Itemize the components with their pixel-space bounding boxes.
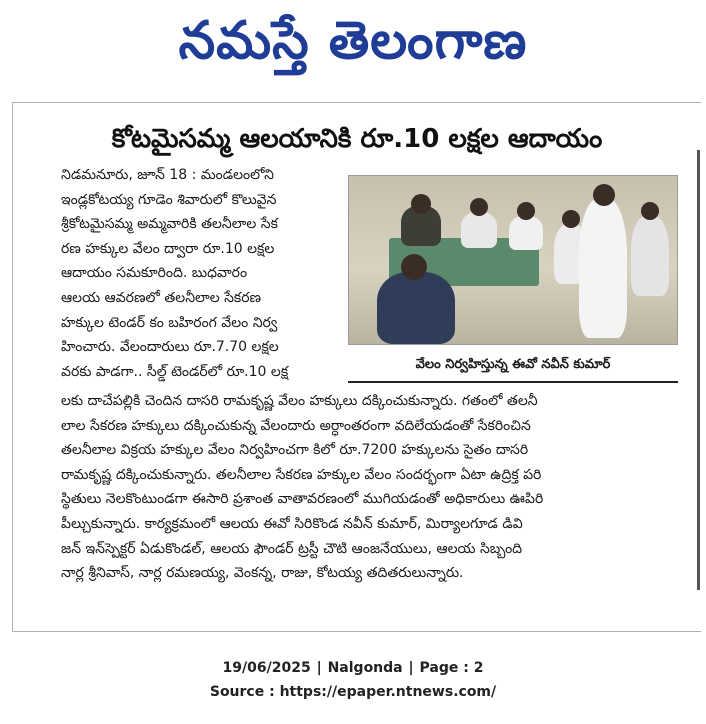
article-line: స్థితులు నెలకొంటుండగా ఈసారి ప్రశాంత వాతావరణంలో ముగియడంతో అధికారులు ఊపిరి (61, 491, 544, 508)
article-photo (348, 175, 678, 345)
footer-page: Page : 2 (419, 660, 484, 676)
article-line: ఆలయ ఆవరణలో తలనీలాల సేకరణ (61, 289, 262, 306)
masthead (0, 0, 706, 88)
article-line: ఇండ్లకోటయ్య గూడెం శివారులో కొలువైన (61, 191, 277, 208)
photo-person-head (470, 198, 488, 216)
photo-person-head (641, 202, 659, 220)
photo-person-head (562, 210, 580, 228)
photo-person-foreground (377, 272, 455, 344)
photo-person-standing (579, 198, 627, 338)
article-headline: కోటమైసమ్మ ఆలయానికి రూ.10 లక్షల ఆదాయం (111, 124, 603, 154)
photo-person-head (401, 254, 427, 280)
article-line: రామకృష్ణ దక్కించుకున్నారు. తలనీలాల సేకరణ హక్కుల వేలం సందర్భంగా ఏటా ఉద్రిక్త పరి (61, 466, 542, 483)
clipping-edge-divider (697, 150, 700, 590)
article-line: తలనీలాల విక్రయ హక్కుల వేలం నిర్వహించగా కిలో రూ.7200 హక్కులను సైతం దాసరి (61, 442, 529, 459)
photo-caption: వేలం నిర్వహిస్తున్న ఈవో నవీన్ కుమార్ (348, 349, 678, 383)
footer-edition: Nalgonda (327, 660, 403, 676)
article-line: రణ హక్కుల వేలం ద్వారా రూ.10 లక్షల (61, 240, 275, 257)
photo-person (461, 212, 497, 248)
masthead-title-part1: నమస్తే (178, 11, 310, 71)
masthead-logo (0, 6, 706, 76)
article-line: లాల సేకరణ హక్కులు దక్కించుకున్న వేలందారు అర్ధాంతరంగా వదిలేయడంతో సేకరించిన (61, 417, 531, 434)
article-line: నిడమనూరు, జూన్ 18 : మండలంలోని (61, 167, 275, 183)
article-lead-column (61, 163, 349, 384)
article-line: జన్ ఇన్‌స్పెక్టర్ ఏడుకొండల్, ఆలయ ఫౌండర్ ట్రస్టీ చౌటి ఆంజనేయులు, ఆలయ సిబ్బంది (61, 540, 523, 557)
article-line: నార్ల శ్రీనివాస్, నార్ల రమణయ్య, వెంకన్న, రాజు, కోటయ్య తదితరులున్నారు. (61, 565, 464, 582)
masthead-title-part2: తెలంగాణ (328, 11, 528, 71)
article-line: వరకు పాడగా.. సీల్డ్ టెండర్‌లో రూ.10 లక్ష (61, 363, 289, 380)
footer-date: 19/06/2025 (222, 660, 311, 676)
article-line: హక్కుల టెండర్ కం బహిరంగ వేలం నిర్వ (61, 314, 278, 331)
article-line: ఆదాయం సమకూరింది. బుధవారం (61, 265, 248, 282)
photo-person-head (517, 202, 535, 220)
footer-source-link[interactable]: Source : https://epaper.ntnews.com/ (209, 684, 497, 700)
photo-person-head (593, 184, 615, 206)
photo-person (509, 216, 543, 250)
photo-person-head (411, 194, 431, 214)
article-line: శ్రీకోటమైసమ్మ అమ్మవారికి తలనీలాల సేక (61, 216, 278, 233)
footer-publication-info: 19/06/2025 | Nalgonda | Page : 2 (222, 660, 484, 676)
photo-person (631, 216, 669, 296)
article-line: లకు దాచేపల్లికి చెందిన దాసరి రామకృష్ణ వేలం హక్కులు దక్కించుకున్నారు. గతంలో తలనీ (61, 393, 538, 409)
article-line: పీల్చుకున్నారు. కార్యక్రమంలో ఆలయ ఈవో సిరికొండ నవీన్ కుమార్, మిర్యాలగూడ డివి (61, 515, 523, 532)
article-line: హించారు. వేలందారులు రూ.7.70 లక్షల (61, 339, 279, 356)
news-clipping (12, 102, 701, 632)
footer-source (0, 684, 706, 700)
article-body-full (61, 389, 689, 586)
